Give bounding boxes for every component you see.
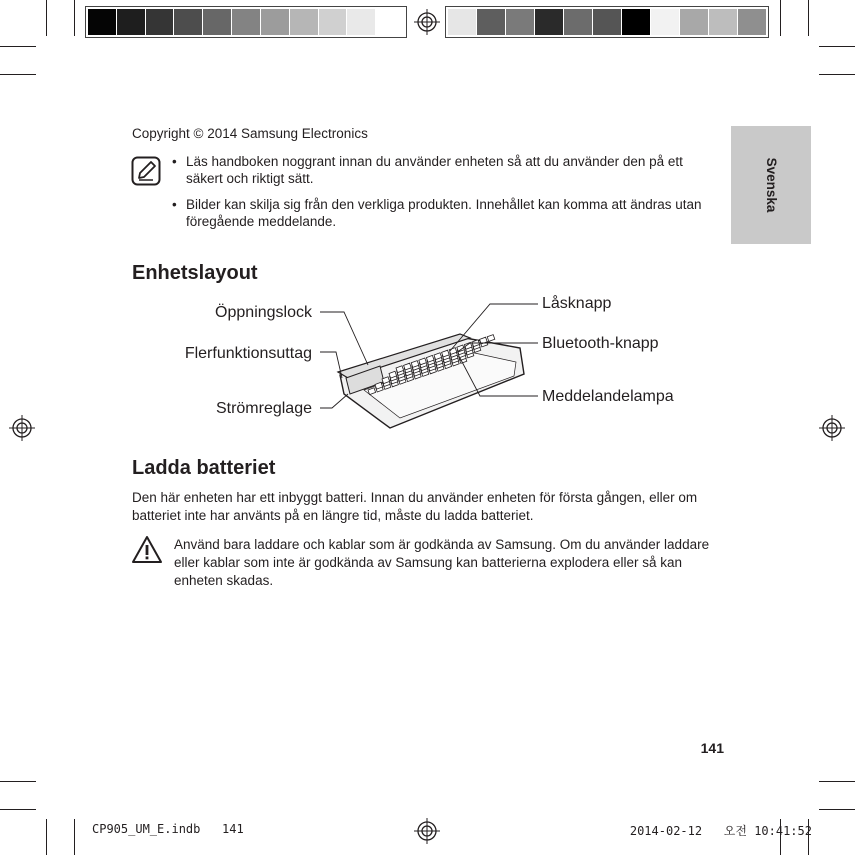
battery-paragraph: Den här enheten har ett inbyggt batteri. Innan du använder enheten för första gången, eller om batteriet inte har använts på en längre tid, måste du ladda batteriet. [132,490,698,523]
keyboard-illustration [320,290,540,440]
crop-mark [808,0,809,36]
copyright: Copyright © 2014 Samsung Electronics [132,126,368,141]
note-item: • Bilder kan skilja sig från den verkliga produkten. Innehållet kan komma att ändras utan föregående meddelande. [172,196,722,230]
crop-mark [46,819,47,855]
crop-mark [0,781,36,782]
color-swatch [535,9,563,35]
label-bluetooth-button: Bluetooth-knapp [542,335,659,352]
note-list [172,153,722,239]
color-swatch [593,9,621,35]
color-swatch [376,9,404,35]
registration-mark-icon [819,415,845,441]
slug-date: 2014-02-12 오전 10:41:52 [629,824,812,838]
crop-mark [819,809,855,810]
color-swatch [261,9,289,35]
color-swatch [319,9,347,35]
warning-text: Använd bara laddare och kablar som är godkända av Samsung. Om du använder laddare eller kablar som inte är godkända av Samsung kan batterierna explodera eller så kan enheten skadas. [174,537,710,588]
color-bar-left [85,6,407,38]
color-swatch [203,9,231,35]
color-swatch [146,9,174,35]
color-swatch [347,9,375,35]
language-tab [731,126,811,244]
registration-mark-icon [9,415,35,441]
language-tab-label: Svenska [764,157,779,213]
crop-mark [819,74,855,75]
crop-mark [0,46,36,47]
color-swatch [448,9,476,35]
color-swatch [88,9,116,35]
registration-mark-icon [414,9,440,35]
color-swatch [651,9,679,35]
slug-file: CP905_UM_E.indb 141 [92,822,244,836]
label-lock-button: Låsknapp [542,295,612,312]
color-swatch [680,9,708,35]
crop-mark [74,819,75,855]
color-swatch [117,9,145,35]
registration-mark-icon [414,818,440,844]
crop-mark [46,0,47,36]
note-pencil-icon [131,156,161,186]
color-swatch [738,9,766,35]
label-multipurpose-jack: Flerfunktionsuttag [184,345,312,362]
section-title-battery: Ladda batteriet [132,457,276,479]
color-swatch [564,9,592,35]
color-bar-right [445,6,769,38]
crop-mark [0,809,36,810]
color-swatch [174,9,202,35]
crop-mark [780,0,781,36]
color-swatch [506,9,534,35]
crop-mark [819,781,855,782]
crop-mark [0,74,36,75]
label-power-switch: Strömreglage [215,400,312,417]
note-item: • Läs handboken noggrant innan du använder enheten så att du använder den på ett säkert och riktigt sätt. [172,153,722,187]
section-title-layout: Enhetslayout [132,262,258,284]
color-swatch [232,9,260,35]
label-indicator-light: Meddelandelampa [542,388,674,405]
crop-mark [819,46,855,47]
color-swatch [290,9,318,35]
warning-icon [131,535,163,565]
color-swatch [477,9,505,35]
crop-mark [74,0,75,36]
page-number: 141 [700,740,724,756]
color-swatch [622,9,650,35]
keyboard-key [487,335,495,342]
color-swatch [709,9,737,35]
label-lid: Öppningslock [215,304,312,321]
